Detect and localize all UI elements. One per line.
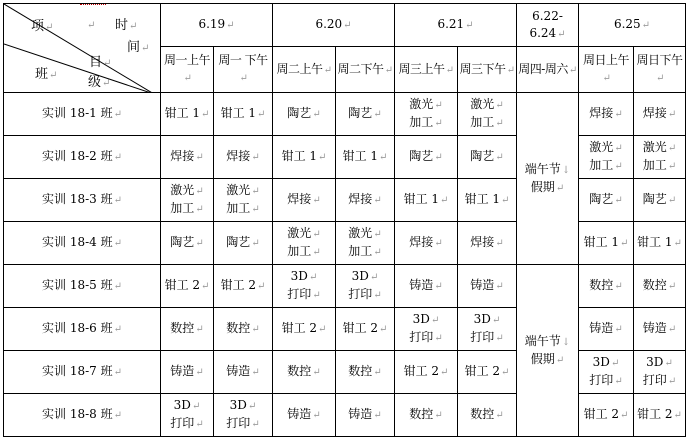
table-row xyxy=(4,93,686,136)
schedule-cell: 钳工 2↵ xyxy=(336,308,395,351)
schedule-cell: 激光↵ 加工↵ xyxy=(579,136,634,179)
schedule-cell: 钳工 2↵ xyxy=(161,265,214,308)
schedule-cell: 铸造↵ xyxy=(395,265,458,308)
schedule-body xyxy=(4,93,686,437)
corner-label-jian: 间↵ xyxy=(127,40,150,55)
session-header: 周日上午↵ xyxy=(579,47,634,93)
schedule-cell: 钳工 2↵ xyxy=(273,308,336,351)
schedule-cell: 陶艺↵ xyxy=(336,93,395,136)
schedule-cell: 数控↵ xyxy=(161,308,214,351)
session-header: 周二上午↵ xyxy=(273,47,336,93)
schedule-cell: 数控↵ xyxy=(395,394,458,437)
red-dotted-mark xyxy=(80,4,106,7)
table-row xyxy=(4,265,686,308)
session-header: 周一 下午↵ xyxy=(214,47,273,93)
schedule-cell: 数控↵ xyxy=(214,308,273,351)
schedule-table xyxy=(3,3,686,437)
schedule-cell: 铸造↵ xyxy=(273,394,336,437)
schedule-cell: 陶艺↵ xyxy=(458,136,517,179)
schedule-cell: 激光↵ 加工↵ xyxy=(458,93,517,136)
schedule-cell: 激光↵ 加工↵ xyxy=(161,179,214,222)
schedule-cell: 钳工 1↵ xyxy=(336,136,395,179)
schedule-cell: 铸造↵ xyxy=(161,351,214,394)
class-name-cell: 实训 18-5 班↵ xyxy=(4,265,161,308)
schedule-cell: 数控↵ xyxy=(634,265,686,308)
schedule-cell: 钳工 1↵ xyxy=(161,93,214,136)
class-name-cell: 实训 18-6 班↵ xyxy=(4,308,161,351)
table-row xyxy=(4,222,686,265)
schedule-cell: 钳工 1↵ xyxy=(395,179,458,222)
schedule-cell: 焊接↵ xyxy=(161,136,214,179)
table-row xyxy=(4,179,686,222)
class-name-cell: 实训 18-4 班↵ xyxy=(4,222,161,265)
table-row xyxy=(4,308,686,351)
schedule-cell: 数控↵ xyxy=(458,394,517,437)
schedule-cell: 3D↵ 打印↵ xyxy=(579,351,634,394)
table-row xyxy=(4,351,686,394)
schedule-cell: 陶艺↵ xyxy=(214,222,273,265)
schedule-cell: 钳工 1↵ xyxy=(634,222,686,265)
table-row xyxy=(4,394,686,437)
schedule-cell: 铸造↵ xyxy=(214,351,273,394)
class-name-cell: 实训 18-3 班↵ xyxy=(4,179,161,222)
schedule-cell: 钳工 1↵ xyxy=(214,93,273,136)
schedule-cell: 钳工 1↵ xyxy=(458,179,517,222)
class-name-cell: 实训 18-1 班↵ xyxy=(4,93,161,136)
corner-label-shi: 时↵ xyxy=(115,18,138,33)
schedule-cell: 焊接↵ xyxy=(214,136,273,179)
schedule-cell: 铸造↵ xyxy=(579,308,634,351)
schedule-cell: 钳工 2↵ xyxy=(579,394,634,437)
holiday-cell: 端午节↓ 假期↵ xyxy=(517,265,579,437)
schedule-cell: 陶艺↵ xyxy=(161,222,214,265)
corner-label-xiang: 项↵ xyxy=(31,19,54,34)
date-header-row xyxy=(4,4,686,47)
schedule-cell: 陶艺↵ xyxy=(273,93,336,136)
schedule-cell: 钳工 2↵ xyxy=(634,394,686,437)
schedule-cell: 3D↵ 打印↵ xyxy=(214,394,273,437)
schedule-cell: 焊接↵ xyxy=(579,93,634,136)
schedule-cell: 铸造↵ xyxy=(458,265,517,308)
schedule-cell: 3D↵ 打印↵ xyxy=(458,308,517,351)
schedule-cell: 激光↵ 加工↵ xyxy=(634,136,686,179)
schedule-cell: 陶艺↵ xyxy=(579,179,634,222)
schedule-cell: 3D↵ 打印↵ xyxy=(395,308,458,351)
schedule-cell: 激光↵ 加工↵ xyxy=(214,179,273,222)
holiday-cell: 端午节↓ 假期↵ xyxy=(517,93,579,265)
schedule-cell: 激光↵ 加工↵ xyxy=(336,222,395,265)
schedule-cell: 数控↵ xyxy=(273,351,336,394)
schedule-cell: 钳工 2↵ xyxy=(214,265,273,308)
class-name-cell: 实训 18-8 班↵ xyxy=(4,394,161,437)
schedule-cell: 焊接↵ xyxy=(458,222,517,265)
table-row xyxy=(4,136,686,179)
session-header: 周二下午↵ xyxy=(336,47,395,93)
schedule-cell: 陶艺↵ xyxy=(634,179,686,222)
schedule-cell: 陶艺↵ xyxy=(395,136,458,179)
schedule-cell: 激光↵ 加工↵ xyxy=(395,93,458,136)
session-header: 周日下午↵ xyxy=(634,47,686,93)
corner-label-ban: 班↵ xyxy=(35,67,58,82)
schedule-cell: 焊接↵ xyxy=(634,93,686,136)
diagonal-corner-header xyxy=(4,4,161,93)
date-header: 6.22-6.24↵ xyxy=(517,4,579,47)
corner-label-ji: 级↵ xyxy=(88,75,111,90)
class-name-cell: 实训 18-2 班↵ xyxy=(4,136,161,179)
schedule-cell: 钳工 1↵ xyxy=(273,136,336,179)
schedule-cell: 3D↵ 打印↵ xyxy=(634,351,686,394)
schedule-cell: 3D↵ 打印↵ xyxy=(336,265,395,308)
schedule-cell: 钳工 2↵ xyxy=(395,351,458,394)
schedule-cell: 焊接↵ xyxy=(336,179,395,222)
schedule-cell: 3D↵ 打印↵ xyxy=(273,265,336,308)
schedule-cell: 激光↵ 加工↵ xyxy=(273,222,336,265)
return-mark: ↵ xyxy=(87,20,96,31)
session-header: 周三上午↵ xyxy=(395,47,458,93)
schedule-cell: 铸造↵ xyxy=(634,308,686,351)
date-header: 6.19↵ xyxy=(161,4,273,47)
schedule-cell: 数控↵ xyxy=(336,351,395,394)
date-header: 6.25↵ xyxy=(579,4,686,47)
schedule-cell: 数控↵ xyxy=(579,265,634,308)
session-header: 周四-周六↵ xyxy=(517,47,579,93)
schedule-cell: 焊接↵ xyxy=(273,179,336,222)
class-name-cell: 实训 18-7 班↵ xyxy=(4,351,161,394)
schedule-cell: 3D↵ 打印↵ xyxy=(161,394,214,437)
date-header: 6.21↵ xyxy=(395,4,517,47)
session-header: 周一上午↵ xyxy=(161,47,214,93)
schedule-cell: 铸造↵ xyxy=(336,394,395,437)
corner-label-mu: 目↵ xyxy=(89,55,112,70)
session-header: 周三下午↵ xyxy=(458,47,517,93)
schedule-cell: 钳工 2↵ xyxy=(458,351,517,394)
schedule-cell: 焊接↵ xyxy=(395,222,458,265)
schedule-cell: 钳工 1↵ xyxy=(579,222,634,265)
date-header: 6.20↵ xyxy=(273,4,395,47)
